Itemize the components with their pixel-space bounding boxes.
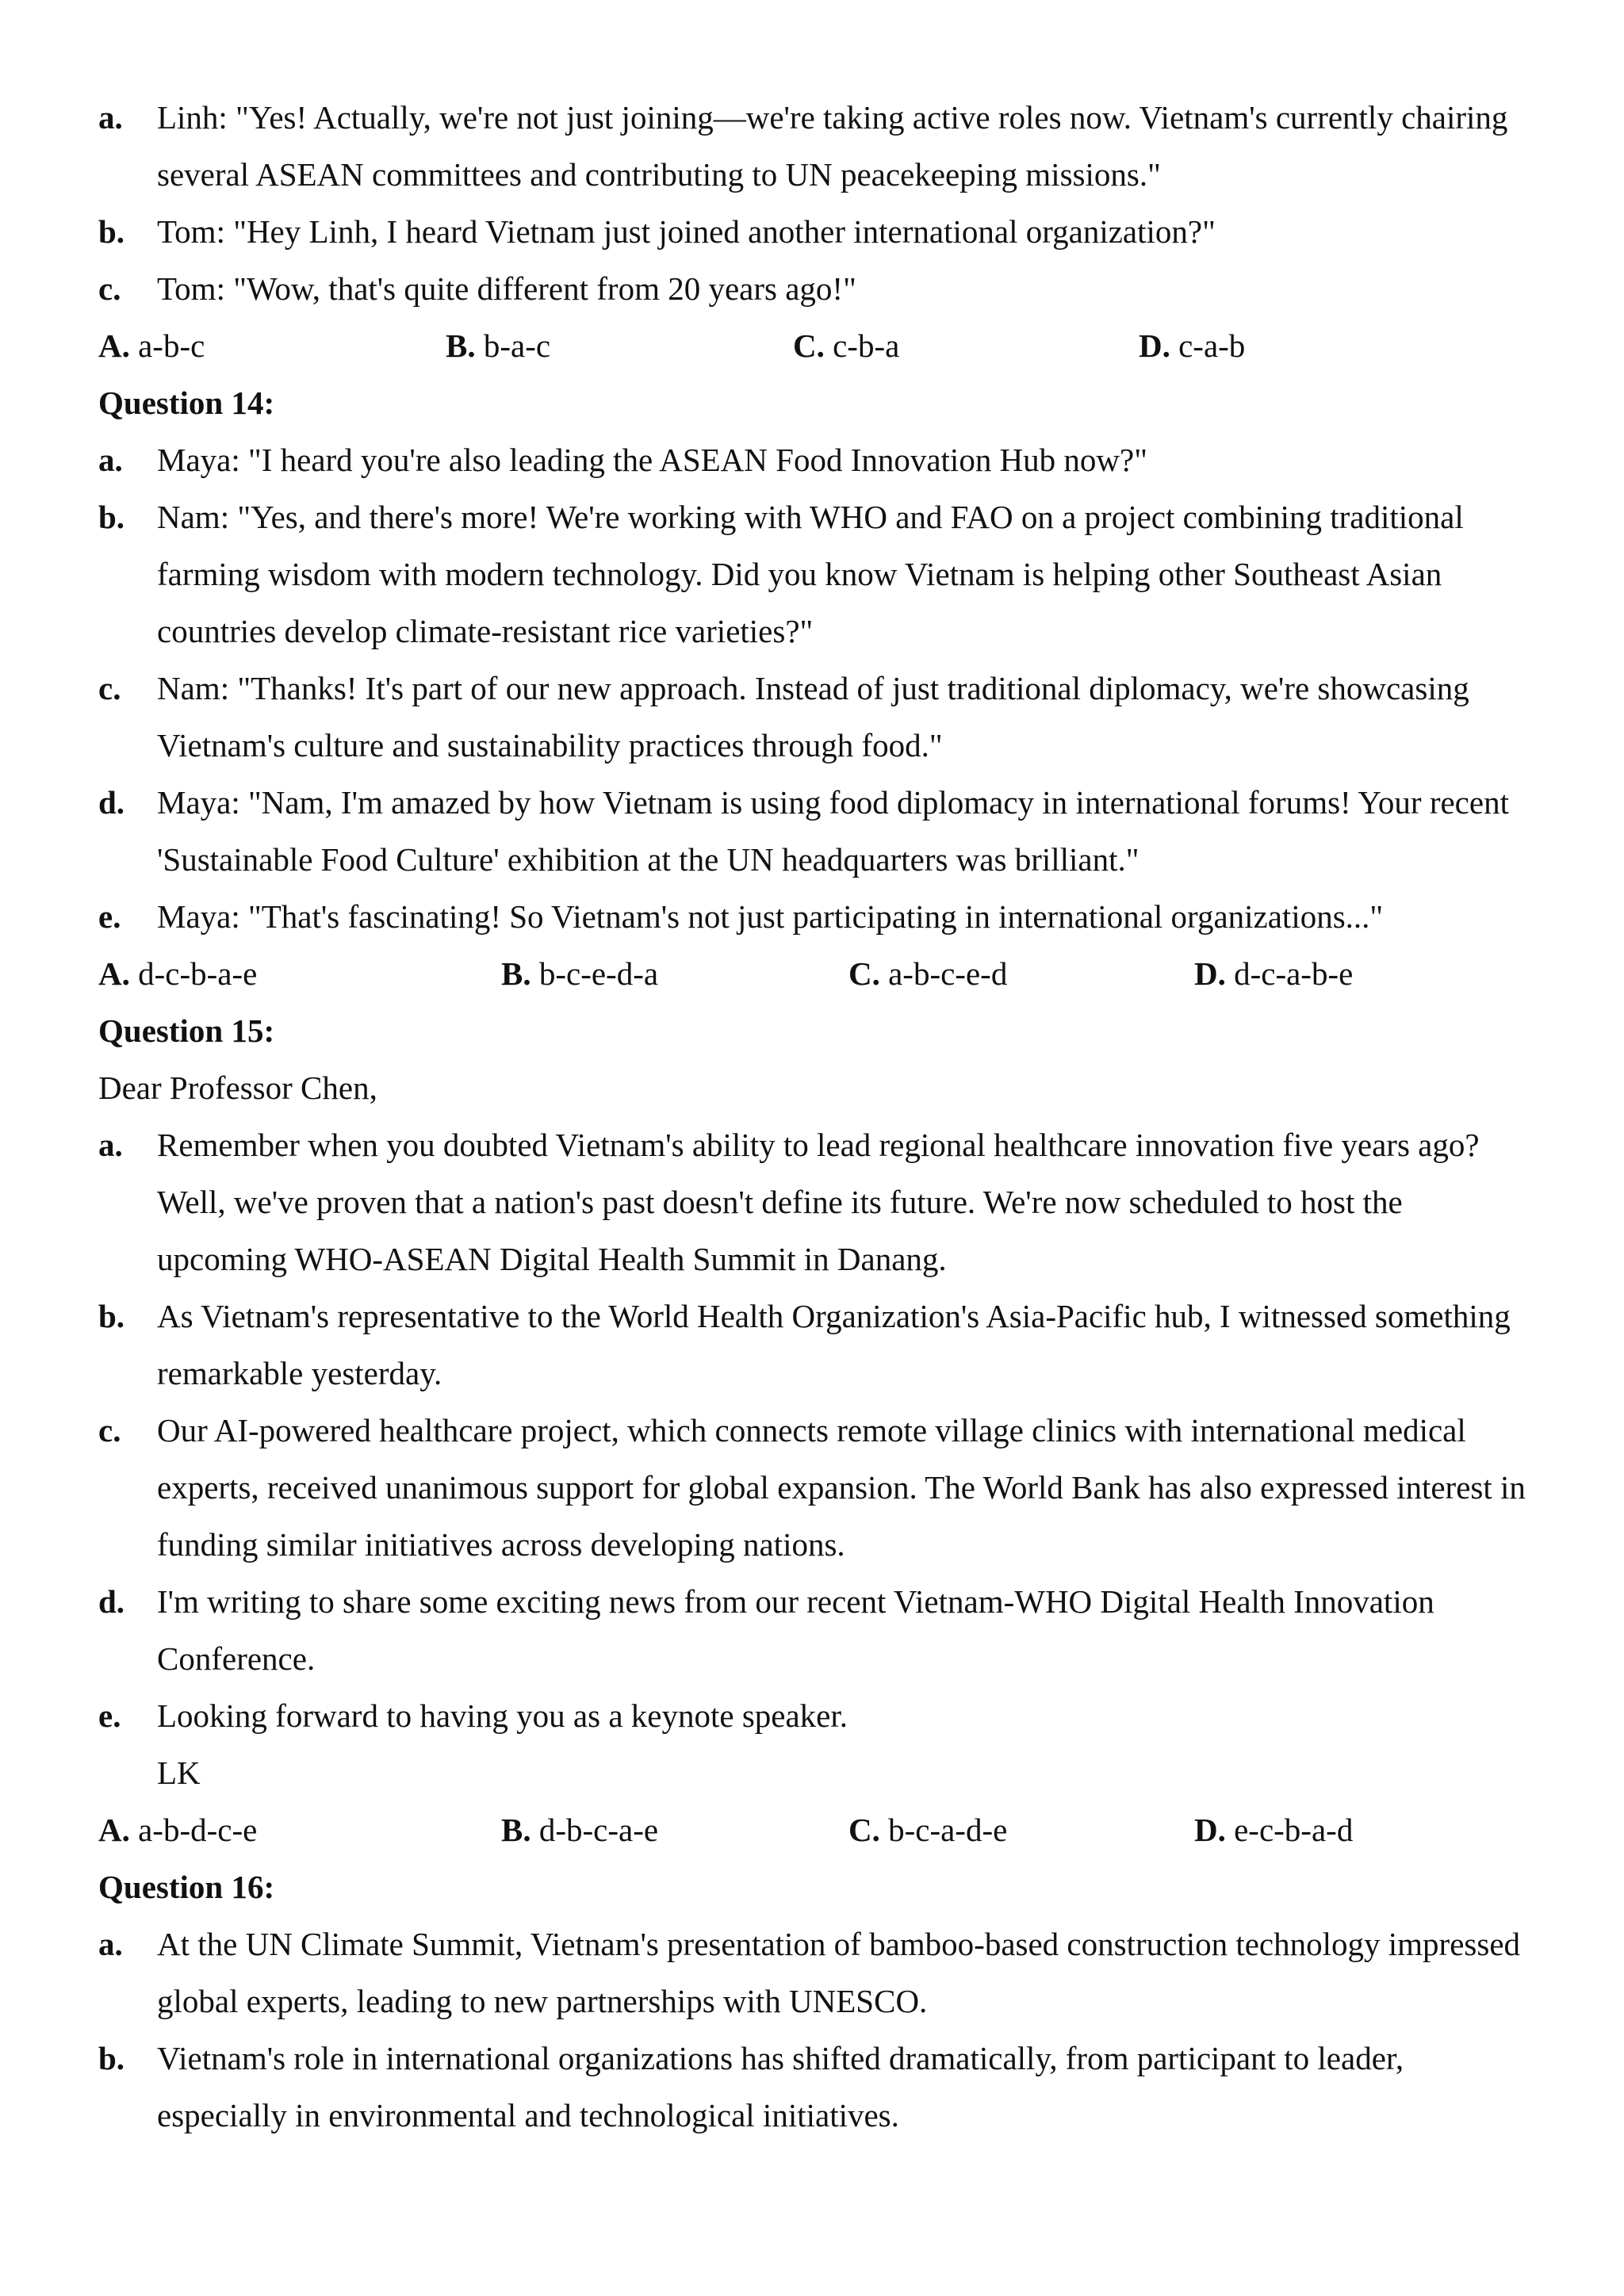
dialogue-item-a	[0, 431, 1624, 488]
item-line: Maya: "That's fascinating! So Vietnam's not just participating in international organizations..."	[157, 898, 1384, 935]
item-line: Our AI-powered healthcare project, which connects remote village clinics with international medical	[157, 1412, 1466, 1448]
item-line: Conference.	[157, 1640, 316, 1677]
dialogue-item-a	[0, 89, 1624, 203]
item-text	[157, 888, 1546, 945]
item-text	[157, 1288, 1546, 1402]
option-text: a-b-d-c-e	[138, 1812, 258, 1848]
item-line: Nam: "Yes, and there's more! We're working with WHO and FAO on a project combining traditional	[157, 499, 1464, 535]
option-a[interactable]	[98, 317, 205, 374]
option-text: c-b-a	[833, 327, 900, 364]
question-title: Question 14:	[98, 385, 275, 421]
document-body	[0, 89, 1624, 2144]
item-text	[157, 1915, 1546, 2030]
option-b[interactable]	[501, 945, 658, 1002]
item-line: I'm writing to share some exciting news from our recent Vietnam-WHO Digital Health Innovation	[157, 1583, 1434, 1620]
option-letter: A.	[98, 955, 130, 992]
option-b[interactable]	[501, 1801, 658, 1858]
item-line: Well, we've proven that a nation's past doesn't define its future. We're now scheduled to host the	[157, 1184, 1403, 1220]
item-line: As Vietnam's representative to the World Health Organization's Asia-Pacific hub, I witnessed something	[157, 1298, 1511, 1334]
option-text: c-a-b	[1178, 327, 1246, 364]
item-line: upcoming WHO-ASEAN Digital Health Summit in Danang.	[157, 1241, 947, 1277]
question-16-section	[0, 1858, 1624, 2144]
option-letter: D.	[1194, 1812, 1226, 1848]
option-c[interactable]	[848, 945, 1007, 1002]
item-letter: a.	[98, 1127, 123, 1163]
letter-greeting: Dear Professor Chen,	[98, 1070, 377, 1106]
option-letter: B.	[446, 327, 476, 364]
item-text	[157, 1687, 1546, 1744]
item-letter: a.	[98, 442, 123, 478]
item-line: funding similar initiatives across developing nations.	[157, 1526, 845, 1563]
option-text: e-c-b-a-d	[1234, 1812, 1354, 1848]
item-line: several ASEAN committees and contributing to UN peacekeeping missions."	[157, 156, 1161, 193]
item-line: experts, received unanimous support for global expansion. The World Bank has also expressed interest in	[157, 1469, 1526, 1506]
option-letter: D.	[1194, 955, 1226, 992]
item-line: Maya: "Nam, I'm amazed by how Vietnam is using food diplomacy in international forums! Your recent	[157, 784, 1509, 821]
item-letter: c.	[98, 270, 121, 307]
option-letter: C.	[848, 1812, 880, 1848]
option-text: b-a-c	[483, 327, 551, 364]
item-letter: c.	[98, 670, 121, 706]
item-line: Maya: "I heard you're also leading the ASEAN Food Innovation Hub now?"	[157, 442, 1147, 478]
item-letter: b.	[98, 499, 125, 535]
item-line: remarkable yesterday.	[157, 1355, 442, 1391]
question-title: Question 15:	[98, 1012, 275, 1049]
question-13-section	[0, 89, 1624, 374]
option-text: b-c-e-d-a	[538, 955, 659, 992]
answer-options	[0, 1801, 1624, 1858]
dialogue-item-e	[0, 888, 1624, 945]
item-line: Vietnam's role in international organizations has shifted dramatically, from participant to leader,	[157, 2040, 1404, 2076]
option-b[interactable]	[446, 317, 550, 374]
dialogue-item-b	[0, 203, 1624, 260]
item-line: especially in environmental and technological initiatives.	[157, 2097, 899, 2133]
item-letter: e.	[98, 1697, 121, 1734]
option-text: d-b-c-a-e	[538, 1812, 659, 1848]
item-text	[157, 1402, 1546, 1573]
option-letter: B.	[501, 1812, 531, 1848]
paragraph-item-a	[0, 1915, 1624, 2030]
option-letter: C.	[848, 955, 880, 992]
option-letter: D.	[1139, 327, 1170, 364]
option-d[interactable]	[1139, 317, 1245, 374]
item-text	[157, 488, 1546, 660]
answer-options	[0, 945, 1624, 1002]
dialogue-item-c	[0, 260, 1624, 317]
letter-item-b	[0, 1288, 1624, 1402]
paragraph-item-b	[0, 2030, 1624, 2144]
item-text	[157, 1573, 1546, 1687]
question-15-section	[0, 1002, 1624, 1858]
question-14-section	[0, 374, 1624, 1002]
option-letter: C.	[793, 327, 825, 364]
item-letter: c.	[98, 1412, 121, 1448]
item-text	[157, 2030, 1546, 2144]
item-text	[157, 660, 1546, 774]
item-letter: b.	[98, 2040, 125, 2076]
dialogue-item-c	[0, 660, 1624, 774]
question-title: Question 16:	[98, 1869, 275, 1905]
item-line: Nam: "Thanks! It's part of our new approach. Instead of just traditional diplomacy, we're showcasing	[157, 670, 1469, 706]
item-line: Linh: "Yes! Actually, we're not just joining—we're taking active roles now. Vietnam's currently chairing	[157, 99, 1508, 136]
dialogue-item-d	[0, 774, 1624, 888]
letter-item-a	[0, 1116, 1624, 1288]
item-letter: d.	[98, 784, 125, 821]
option-c[interactable]	[848, 1801, 1007, 1858]
item-line: Tom: "Hey Linh, I heard Vietnam just joined another international organization?"	[157, 213, 1216, 250]
item-text	[157, 203, 1546, 260]
letter-signature: LK	[157, 1755, 201, 1791]
item-letter: b.	[98, 1298, 125, 1334]
item-text	[157, 89, 1546, 203]
option-text: d-c-b-a-e	[138, 955, 258, 992]
item-letter: d.	[98, 1583, 125, 1620]
item-line: Remember when you doubted Vietnam's ability to lead regional healthcare innovation five years ago?	[157, 1127, 1480, 1163]
item-text	[157, 774, 1546, 888]
option-text: a-b-c	[138, 327, 205, 364]
item-line: farming wisdom with modern technology. Did you know Vietnam is helping other Southeast Asian	[157, 556, 1442, 592]
item-text	[157, 260, 1546, 317]
option-letter: A.	[98, 327, 130, 364]
dialogue-item-b	[0, 488, 1624, 660]
item-letter: a.	[98, 1926, 123, 1962]
item-letter: a.	[98, 99, 123, 136]
option-letter: B.	[501, 955, 531, 992]
item-letter: e.	[98, 898, 121, 935]
option-text: a-b-c-e-d	[888, 955, 1008, 992]
item-line: Vietnam's culture and sustainability practices through food."	[157, 727, 943, 763]
answer-options	[0, 317, 1624, 374]
option-letter: A.	[98, 1812, 130, 1848]
item-line: 'Sustainable Food Culture' exhibition at the UN headquarters was brilliant."	[157, 841, 1139, 878]
option-d[interactable]	[1194, 1801, 1353, 1858]
option-text: d-c-a-b-e	[1234, 955, 1354, 992]
item-line: At the UN Climate Summit, Vietnam's presentation of bamboo-based construction technology impressed	[157, 1926, 1521, 1962]
option-d[interactable]	[1194, 945, 1353, 1002]
option-a[interactable]	[98, 945, 257, 1002]
option-a[interactable]	[98, 1801, 257, 1858]
item-text	[157, 1116, 1546, 1288]
item-line: Tom: "Wow, that's quite different from 20 years ago!"	[157, 270, 856, 307]
item-line: Looking forward to having you as a keynote speaker.	[157, 1697, 848, 1734]
option-c[interactable]	[793, 317, 899, 374]
item-line: global experts, leading to new partnerships with UNESCO.	[157, 1983, 928, 2019]
item-text	[157, 431, 1546, 488]
letter-item-e	[0, 1687, 1624, 1744]
letter-item-d	[0, 1573, 1624, 1687]
item-line: countries develop climate-resistant rice varieties?"	[157, 613, 814, 649]
letter-item-c	[0, 1402, 1624, 1573]
option-text: b-c-a-d-e	[888, 1812, 1008, 1848]
item-letter: b.	[98, 213, 125, 250]
